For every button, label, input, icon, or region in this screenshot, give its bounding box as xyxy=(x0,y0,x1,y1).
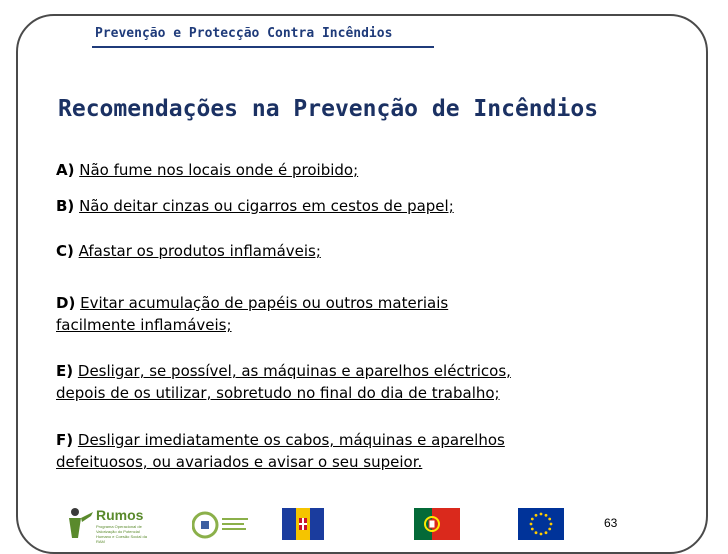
item-letter: F) xyxy=(56,431,74,449)
item-text: Afastar os produtos inflamáveis; xyxy=(78,242,321,260)
slide-frame xyxy=(16,14,708,554)
rumos-logo-subtitle: Programa Operacional de Valorização do Potencial Humano e Coesão Social da RAM xyxy=(96,524,147,544)
recommendation-e xyxy=(56,360,511,404)
item-text: Não fume nos locais onde é proibido; xyxy=(79,161,359,179)
item-text: Evitar acumulação de papéis ou outros materiais xyxy=(80,294,449,312)
item-letter: C) xyxy=(56,242,74,260)
recommendation-b xyxy=(56,195,454,217)
item-letter: A) xyxy=(56,161,75,179)
portugal-flag-icon xyxy=(414,508,460,540)
item-text: Desligar, se possível, as máquinas e aparelhos eléctricos, xyxy=(77,362,511,380)
item-text-continued: depois de os utilizar, sobretudo no final do dia de trabalho; xyxy=(56,384,500,402)
item-letter: B) xyxy=(56,197,75,215)
page-number: 63 xyxy=(604,516,618,530)
item-letter: E) xyxy=(56,362,74,380)
item-text: Não deitar cinzas ou cigarros em cestos de papel; xyxy=(79,197,454,215)
item-text: Desligar imediatamente os cabos, máquinas e aparelhos xyxy=(77,431,505,449)
recommendation-d xyxy=(56,292,448,336)
rumos-logo-text: Rumos xyxy=(96,507,144,523)
footer-logos xyxy=(0,504,728,544)
rumos-logo-icon xyxy=(66,506,96,540)
recommendation-a xyxy=(56,159,358,181)
header-underline xyxy=(92,46,434,48)
item-text-continued: facilmente inflamáveis; xyxy=(56,316,232,334)
item-letter: D) xyxy=(56,294,76,312)
slide-title: Recomendações na Prevenção de Incêndios xyxy=(58,96,599,122)
recommendation-c xyxy=(56,240,321,262)
madeira-flag-icon xyxy=(282,508,324,540)
recommendation-f xyxy=(56,429,505,473)
slide-header: Prevenção e Protecção Contra Incêndios xyxy=(95,26,393,41)
eu-flag-icon xyxy=(518,508,564,540)
qren-logo-icon xyxy=(192,510,252,540)
item-text-continued: defeituosos, ou avariados e avisar o seu supeior. xyxy=(56,453,423,471)
